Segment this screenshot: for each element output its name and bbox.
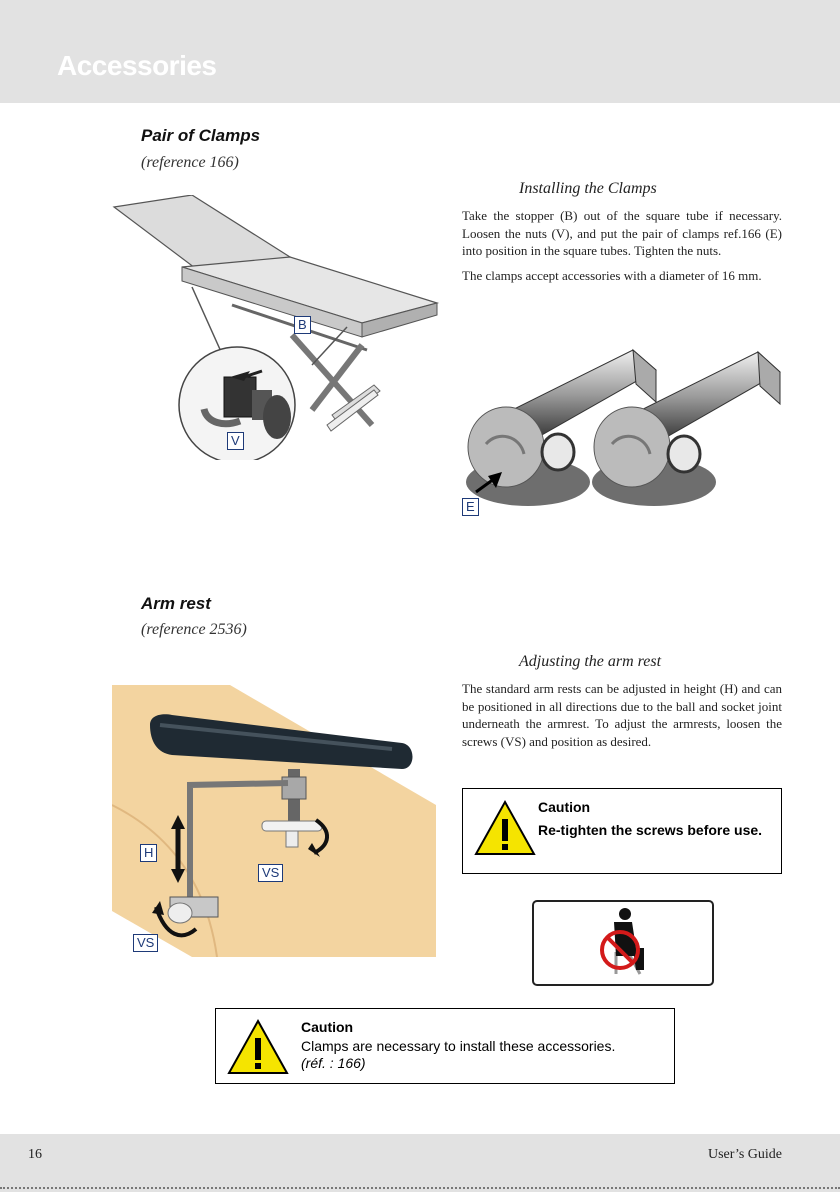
clamps-subtitle: Installing the Clamps: [519, 180, 657, 197]
armrest-title: Arm rest: [141, 594, 211, 613]
warning-icon: [473, 799, 537, 857]
page-title: Accessories: [57, 50, 217, 81]
callout-e: E: [462, 498, 479, 516]
bottom-caution-ref: (réf. : 166): [301, 1055, 366, 1071]
no-sitting-pictogram: [532, 900, 714, 986]
clamps-paragraph-2: The clamps accept accessories with a diameter of 16 mm.: [462, 267, 762, 283]
callout-v: V: [227, 432, 244, 450]
warning-icon: [226, 1018, 290, 1076]
callout-b: B: [294, 316, 311, 334]
page-number: 16: [28, 1147, 42, 1162]
armrest-paragraph: The standard arm rests can be adjusted in height (H) and can be positioned in all directions due to the ball and socket joint underneath the armrest. To adjust the armrests, loosen the screws (VS) and position as desired.: [462, 681, 782, 749]
callout-vs-lower: VS: [133, 934, 158, 952]
clamps-photo: [458, 342, 786, 512]
clamps-reference: (reference 166): [141, 154, 239, 171]
clamps-title: Pair of Clamps: [141, 126, 261, 145]
bottom-caution-text: Clamps are necessary to install these accessories.: [301, 1038, 616, 1054]
armrest-subtitle: Adjusting the arm rest: [519, 653, 662, 670]
armrest-photo: [112, 685, 436, 957]
armrest-caution-text: Re-tighten the screws before use.: [538, 822, 763, 838]
bottom-caution-box: [215, 1008, 675, 1084]
callout-h: H: [140, 844, 157, 862]
table-illustration: [112, 195, 442, 460]
footer-band: [0, 1134, 840, 1192]
clamps-instructions: [462, 207, 782, 284]
footer-divider: [0, 1187, 840, 1189]
callout-vs-upper: VS: [258, 864, 283, 882]
footer-guide-title: User’s Guide: [707, 1147, 782, 1162]
armrest-caution-box: [462, 788, 782, 874]
armrest-caution-title: Caution: [538, 799, 591, 815]
clamps-paragraph-1: Take the stopper (B) out of the square tube if necessary. Loosen the nuts (V), and put the pair of clamps ref.166 (E) into position in the square tubes. Tighten the nuts.: [462, 208, 782, 258]
bottom-caution-title: Caution: [301, 1019, 354, 1035]
armrest-reference: (reference 2536): [141, 621, 247, 638]
